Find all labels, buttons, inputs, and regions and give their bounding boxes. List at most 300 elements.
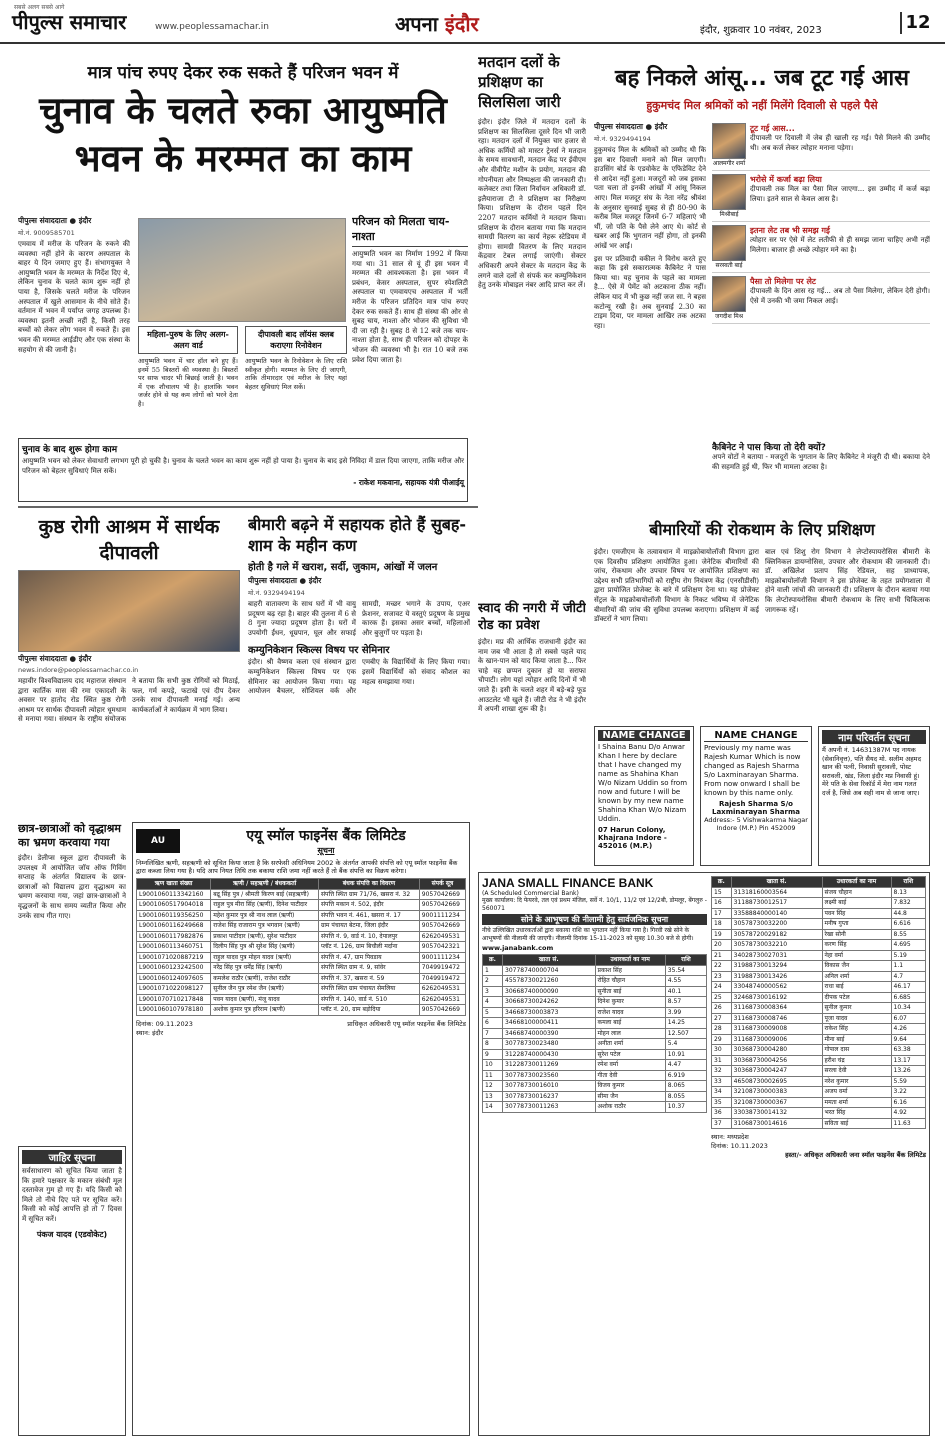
table-row [712, 1003, 926, 1014]
table-cell: नरेंद्र सिंह पुत्र धर्मेंद्र सिंह (ऋणी) [211, 963, 319, 974]
table-cell: 24 [712, 982, 732, 993]
leprosy-headline: कुष्ठ रोगी आश्रम में सार्थक दीपावली [38, 516, 220, 564]
table-cell: पूजा यादव [822, 1013, 891, 1024]
table-cell: करण सिंह [822, 940, 891, 951]
table-cell: प्रकाश सिंह [595, 965, 665, 976]
training-story [478, 52, 586, 632]
person-photo [712, 174, 746, 210]
illness-headline: बीमारी बढ़ने में सहायक होते हैं सुबह-शाम के महीन कण [248, 515, 467, 555]
table-cell: अशोक राठौर [595, 1102, 665, 1113]
table-cell: सुनील कुमार [822, 1003, 891, 1014]
disease-story: बीमारियों की रोकथाम के लिए प्रशिक्षण इंदौर। एमजीएम के तत्वावधान में माइक्रोबायोलॉजी विभाग द्वारा एक दिवसीय प्रशिक्षण आयोजित हुआ। जेनेटिक बीमारियों की जांच, रोकथाम और उपचार विषय पर आयोजित प्रशिक्षण का उद्देश्य सभी प्रतिभागियों को राष्ट्रीय रोग नियंत्रण केंद्र (एनसीडीसी) द्वारा प्रायोजित प्रोजेक्ट के बारे में प्रशिक्षण देना था। यह प्रोजेक्ट सेंट्रल के माइक्रोबायोलॉजी विभाग के निकट भविष्य में जेनेटिक बीमारियों की जांच की सुविधा उपलब्ध कराएगा। प्रशिक्षण में कई डॉक्टरों ने भाग लिया। बाल एवं शिशु रोग विभाग ने लेप्टोस्पायरोसिस बीमारी के क्लिनिकल डायग्नोसिस, उपचार और रोकथाम की जानकारी दी। डॉ. अखिलेश प्रताप सिंह रेडियल, सह प्राध्यापक, माइक्रोबायोलॉजी विभाग ने इस प्रोजेक्ट के तहत प्रयोगशाला में होने वाली जांचों की जानकारी दी। प्रशिक्षण के दौरान बताया गया कि लेप्टोस्पायरोसिस बीमारी रोकथाम के लिए सभी चिकित्सक जागरूक रहें। [594, 520, 930, 624]
table-cell: 33 [712, 1076, 732, 1087]
tears-sidebar [712, 120, 930, 440]
table-cell: 3.22 [891, 1087, 926, 1098]
person-photo [712, 225, 746, 261]
table-row [137, 984, 466, 995]
table-cell: 32108730000383 [731, 1087, 822, 1098]
table-cell: 6.685 [891, 992, 926, 1003]
table-cell: 30368730004256 [731, 1055, 822, 1066]
table-row [712, 1045, 926, 1056]
table-cell: 36 [712, 1108, 732, 1119]
table-cell: प्रकाश पाटीदार (ऋणी), सुरेश पाटीदार [211, 931, 319, 942]
table-cell: 30 [712, 1045, 732, 1056]
table-cell: कमला बाई [595, 1018, 665, 1029]
name-change-notice-2: NAME CHANGE Previously my name was Rajesh Kumar Which is now changed as Rajesh Sharma S/o Laxminarayan Sharma. From now onward I shall be known by this name only. Rajesh Sharma S/o Laxminarayan Sharma Address:- 5 Vishwakarma Nagar Indore (M.P.) Pin 452009 [700, 726, 812, 866]
tears-quote-1: आलमगीर शर्मा टूट गई आस... दीपावली पर दिवाली में जेब ही खाली रह गई। पैसे मिलने की उम्मीद थी। अब कर्ज लेकर त्योहार मनाना पड़ेगा। [712, 120, 930, 171]
table-cell: 31 [712, 1055, 732, 1066]
table-cell: L9001060113342160 [137, 889, 211, 900]
tears-body-column: पीपुल्स संवाददाता ● इंदौर मो.नं. 9329494194 हुकुमचंद मिल के श्रमिकों को उम्मीद थी कि इस बार दिवाली मनाने को मिल जाएगी। हाउसिंग बोर्ड के एडवोकेट के एफिडेविट देने से आदेश नहीं हुआ। मजदूरों को जब इसका पता चला तो इनकी आंखों में आंसू निकल आए। मिल मजदूर संघ के नेता नरेंद्र श्रीवंश के अनुसार सुनवाई सुबह से ही 80-90 के करीब मिल मजदूर जिनमें 6-7 महिलाएं भी थीं, जो पति के पैसे लेने आए थे। कोर्ट से खबर आई कि भुगतान नहीं होगा, तो इनकी आंखें भर आईं। इस पर प्रतिवादी वकील ने विरोध करते हुए कहा कि इसे सकारात्मक कैबिनेट ने पास किया था। यह चुनाव के पहले का मामला है... ऐसे में पेमेंट को अटकाना ठीक नहीं। लेकिन याद में भी कुछ नहीं जज सा. ने बहस कटोन्यू रखी है। अब सुनवाई 2.30 का टाइम दिया, पर मामला आखिर तक अटका रहा। [594, 122, 706, 330]
jana-bank-notice: JANA SMALL FINANCE BANK (A Scheduled Commercial Bank) मुख्य कार्यालय: दि फेयरवे, तल एवं प्रथम मंजिल, सर्वे नं. 10/1, 11/2 एवं 12/2बी, डोमलूर, बेंगलुरु - 560071 सोने के आभूषण की नीलामी हेतु सार्वजनिक सूचना नीचे उल्लिखित उधारकर्ताओं द्वारा बकाया राशि का भुगतान नहीं किया गया है। गिरवी रखे सोने के आभूषणों की नीलामी की जाएगी। नीलामी दिनांक 15-11-2023 को सुबह 10.30 बजे से होगी। www.janabank.com क्र. खाता सं. उधारकर्ता का नाम राशि 1 30778740000704 प्रकाश सिंह 35.54 2 45578730021260 रोहित चौहान 4.55 3 30668740000090 सुनीता बाई 40.1 4 30668730024262 दिनेश कुमार 8.57 5 34668730003873 राजेश यादव 3.99 6 34668100000411 कमला बाई 14.25 7 34668740000390 मोहन लाल 12.507 8 30778730023480 अनीता शर्मा 5.4 9 31228740000430 सुरेश पटेल 10.91 10 31228730011269 रमेश वर्मा 4.47 11 30778730023560 गीता देवी 6.919 12 30778730016010 विजय कुमार 8.065 13 30778730016237 सीमा जैन 8.055 14 30778730011263 अशोक राठौर 10.37 क्र. खाता सं. उधारकर्ता का नाम राशि 15 31318160003564 संजय चौहान 8.13 16 31188730012517 लक्ष्मी बाई 7.832 17 33588840000140 पवन सिंह 44.8 18 30578730032200 मनीष गुप्ता 6.616 19 30578720029182 रेखा सोनी 8.55 20 30578730032210 करण सिंह 4.695 21 34028730027031 नेहा वर्मा 5.19 22 31988730013294 विकास जैन 1.1 23 31988730013426 अनिल शर्मा 4.7 24 33048740000562 राधा बाई 46.17 25 32468730016192 दीपक पटेल 6.685 26 31168730008364 सुनील कुमार 10.34 27 31168730008746 पूजा यादव 6.07 28 31168730009008 राकेश सिंह 4.26 29 31168730009006 मीना बाई 9.64 30 30368730004280 गोपाल दास 63.38 31 30368730004256 हरीश चंद्र 13.17 32 30368730004247 सरला देवी 13.26 33 46508730002695 नरेश कुमार 5.59 34 32108730000383 अजय वर्मा 3.22 35 32108730000367 ममता शर्मा 6.16 36 33038730014132 भरत सिंह 4.92 37 31068730014616 सविता बाई 11.63 स्थान: मध्यप्रदेश दिनांक: 10.11.2023 हस्ता/- अधिकृत अधिकारी जना स्मॉल फाइनेंस बैंक लिमिटेड [478, 872, 930, 1436]
table-cell: गोपाल दास [822, 1045, 891, 1056]
table-cell: 6 [483, 1018, 503, 1029]
table-cell: 33038730014132 [731, 1108, 822, 1119]
table-row [483, 1007, 707, 1018]
table-cell: 1.1 [891, 961, 926, 972]
table-row [483, 986, 707, 997]
table-cell: 30778730016237 [503, 1091, 596, 1102]
table-cell: 32 [712, 1066, 732, 1077]
tears-headline-block [594, 52, 930, 116]
table-cell: 6.616 [891, 919, 926, 930]
table-cell: 13.26 [891, 1066, 926, 1077]
lead-body-column [18, 214, 130, 436]
table-cell: 31988730013426 [731, 971, 822, 982]
table-cell: मनीष गुप्ता [822, 919, 891, 930]
table-cell: गीता देवी [595, 1070, 665, 1081]
table-cell: संपत्ति भवन नं. 461, खसरा नं. 17 [318, 910, 419, 921]
tears-quote-3: सरस्वती बाई इतना लेट तब भी समझ गई त्योहार सर पर ऐसे में लेट लतीफी से ही समझ जाना चाहिए अभी नहीं मिलेगा। बाजार ही अच्छे त्योहार मने का है। [712, 222, 930, 273]
table-cell: 4.47 [665, 1060, 706, 1071]
table-row [137, 931, 466, 942]
table-cell: संपत्ति नं. 47, ग्राम पिवडाय [318, 952, 419, 963]
table-cell: कमलेश राठौर (ऋणी), राजेश राठौर [211, 973, 319, 984]
table-row [712, 940, 926, 951]
leprosy-photo [18, 570, 240, 652]
table-cell: 5.59 [891, 1076, 926, 1087]
table-cell: 12 [483, 1081, 503, 1092]
table-header-cell: क्र. [712, 877, 732, 888]
table-cell: 8.065 [665, 1081, 706, 1092]
table-cell: 9 [483, 1049, 503, 1060]
table-cell: 8.13 [891, 887, 926, 898]
table-row [712, 1087, 926, 1098]
table-cell: विकास जैन [822, 961, 891, 972]
table-row [712, 919, 926, 930]
table-cell: 6.07 [891, 1013, 926, 1024]
table-cell: संपत्ति नं. 37, खसरा नं. 59 [318, 973, 419, 984]
table-cell: 3 [483, 986, 503, 997]
table-row [137, 910, 466, 921]
lead-caption-2: दीपावली बाद लॉयंस क्लब कराएगा रिनोवेशन आयुष्मति भवन के रिनोवेशन के लिए राशि स्वीकृत होगी। मरम्मत के लिए दी जाएगी, ताकि तीमारदार एवं मरीज के लिए यहां बेहतर सुविधाएं मिल सकें। [245, 326, 347, 436]
table-row [137, 921, 466, 932]
name-change-notice-3: नाम परिवर्तन सूचना मैं अपनी नं. 14631387M पद नायक (सेवानिवृत्त), पति सैयद मो. सलीम अहमद खान की पत्नी, निवासी सुरावली, पोस्ट सरावली, खंड, जिला इंदौर मप्र निवासी हूं। मेरे पति के सेवा रिकॉर्ड में मेरा नाम गलत दर्ज है, जिसे अब सही नाम से जाना जाए। [818, 726, 930, 866]
table-cell: 34 [712, 1087, 732, 1098]
name-change-notice-1: NAME CHANGE I Shaina Banu D/o Anwar Khan I here by declare that I have changed my name as Shahina Khan W/o Nizam Uddin so from now and future I will be known by my new name Shahina Khan W/o Nizam Uddin. 07 Harun Colony, Khajrana Indore - 452016 (M.P.) [594, 726, 694, 866]
table-cell: 6262049531 [419, 984, 465, 995]
table-row [483, 1070, 707, 1081]
table-cell: अशोक कुमार पुत्र हरिराम (ऋणी) [211, 1005, 319, 1016]
table-row [712, 1034, 926, 1045]
table-cell: दिनेश कुमार [595, 997, 665, 1008]
gtroad-headline: स्वाद की नगरी में जीटी रोड का प्रवेश [478, 601, 586, 633]
table-cell: 16 [712, 898, 732, 909]
table-cell: 9057042669 [419, 889, 465, 900]
table-header-cell: उधारकर्ता का नाम [595, 955, 665, 966]
table-cell: 34668730003873 [503, 1007, 596, 1018]
table-cell: संजय चौहान [822, 887, 891, 898]
table-row [483, 1091, 707, 1102]
table-row [137, 1005, 466, 1016]
table-cell: संपत्ति स्थित ग्राम 71/76, खसरा नं. 32 [318, 889, 419, 900]
table-cell: महेश कुमार पुत्र श्री नाथ लाल (ऋणी) [211, 910, 319, 921]
table-cell: 44.8 [891, 908, 926, 919]
au-bank-notice: AU एयू स्मॉल फाइनेंस बैंक लिमिटेड सूचना निम्नलिखित ऋणी, सहऋणी को सूचित किया जाता है कि सरफेसी अधिनियम 2002 के अंतर्गत आपकी संपत्ति को एयू स्मॉल फाइनेंस बैंक द्वारा कब्जा लिया गया है। यदि आप नियत तिथि तक बकाया राशि जमा नहीं करते हैं तो बैंक संपत्ति का विक्रय करेगा। ऋण खाता संख्या ऋणी / सहऋणी / बंधककर्ता बंधक संपत्ति का विवरण संपर्क सूत्र L9001060113342160 बद्रू सिंह पुत्र / श्रीमती किरण बाई (सहऋणी) संपत्ति स्थित ग्राम 71/76, खसरा नं. 32 9057042669 L9001060517904018 राहुल पुत्र मीरा सिंह (ऋणी), दिनेश पाटीदार संपत्ति मकान नं. 502, इंदौर 9057042669 L9001060119356250 महेश कुमार पुत्र श्री नाथ लाल (ऋणी) संपत्ति भवन नं. 461, खसरा नं. 17 9001111234 L9001060116249668 राजेश सिंह राजाराम पुत्र भगवान (ऋणी) ग्राम पंचायत बेटमा, जिला इंदौर 9057042669 L9001060117982876 प्रकाश पाटीदार (ऋणी), सुरेश पाटीदार संपत्ति नं. 9, वार्ड नं. 10, देपालपुर 6262049531 L9001060113460751 दिलीप सिंह पुत्र श्री सुरेश सिंह (ऋणी) प्लॉट नं. 126, ग्राम बिचौली मर्दाना 9057042321 L9001071020887219 राहुल यादव पुत्र मोहन यादव (ऋणी) संपत्ति नं. 47, ग्राम पिवडाय 9001111234 L9001060123242500 नरेंद्र सिंह पुत्र धर्मेंद्र सिंह (ऋणी) संपत्ति स्थित ग्राम नं. 9, सांवेर 7049919472 L9001060124097605 कमलेश राठौर (ऋणी), राजेश राठौर संपत्ति नं. 37, खसरा नं. 59 7049919472 L9001071022098127 सुनील जैन पुत्र रमेश जैन (ऋणी) संपत्ति स्थित ग्राम पंचायत सेमलिया 6262049531 L9001070710217848 पवन यादव (ऋणी), मंजू यादव संपत्ति नं. 140, वार्ड नं. 510 6262049531 L9001060107978180 अशोक कुमार पुत्र हरिराम (ऋणी) प्लॉट नं. 20, ग्राम बड़ोदिया 9057042669 दिनांक: 09.11.2023 स्थान: इंदौर प्राधिकृत अधिकारी एयू स्मॉल फाइनेंस बैंक लिमिटेड [132, 822, 470, 1436]
table-cell: L9001060116249668 [137, 921, 211, 932]
table-row [712, 950, 926, 961]
illness-subhead: होती है गले में खराश, सर्दी, जुकाम, आंखों में जलन [248, 562, 438, 573]
table-cell: 4.7 [891, 971, 926, 982]
table-cell: 7 [483, 1028, 503, 1039]
table-cell: 7049919472 [419, 963, 465, 974]
leprosy-story: कुष्ठ रोगी आश्रम में सार्थक दीपावली पीपुल्स संवाददाता ● इंदौर news.indore@peoplessamachar.co.in महावीर विश्वविद्यालय दाद महाराज संस्थान द्वारा कार्तिक मास की रमा एकादशी के अवसर पर हातोद रोड स्थित कुष्ठ रोगी आश्रम पर सार्थक दीपावली त्योहार धूमधाम से मनाया गया। संस्थान के राष्ट्रीय संयोजक ने बताया कि सभी कुष्ठ रोगियों को मिठाई, फल, गर्म कपड़े, फटाखे एवं दीप देकर उनके साथ दीपावली मनाई गई। अन्य कार्यकर्ताओं ने कार्यक्रम में भाग लिया। [18, 516, 240, 724]
table-row [712, 1055, 926, 1066]
table-cell: 6262049531 [419, 931, 465, 942]
students-story: छात्र-छात्राओं को वृद्धाश्रम का भ्रमण करवाया गया इंदौर। डेलीप्स स्कूल द्वारा दीपावली के उपलक्ष्य में आयोजित जॉय ऑफ गिविंग सप्ताह के अंतर्गत विद्यालय के छात्र-छात्राओं को विद्यालय द्वारा वृद्धाश्रम का भ्रमण करवाया गया, जहां छात्र-छात्राओं ने वृद्धजनों के साथ समय व्यतीत किया और उनके साथ गीत गाए। [18, 822, 126, 920]
table-header-cell: बंधक संपत्ति का विवरण [318, 879, 419, 890]
table-header-cell: राशि [665, 955, 706, 966]
logo-tagline: सबसे अलग सबसे आगे [14, 4, 65, 11]
section-title: अपना इंदौर [395, 12, 479, 36]
table-cell: L9001060117982876 [137, 931, 211, 942]
table-cell: 9057042669 [419, 1005, 465, 1016]
table-cell: 31228740000430 [503, 1049, 596, 1060]
table-cell: 30368730004280 [731, 1045, 822, 1056]
dateline: इंदौर, शुक्रवार 10 नवंबर, 2023 [700, 25, 822, 36]
person-photo [712, 123, 746, 159]
table-cell: 9057042321 [419, 942, 465, 953]
lead-body: एमवाय में मरीज के परिजन के रुकने की व्यवस्था नहीं होने के कारण अस्पताल के बाहर ये दिन जमाए हुए हैं। संभागयुक्त ने आयुष्मति भवन के मरम्मत के निर्देश दिए थे, लेकिन चुनाव के चलते काम शुरू नहीं हो पाया है, जिसके चलते मरीज के परिजन अस्पताल में खुले आसमान के नीचे सोते हैं। वर्तमान में भवन में पर्याप्त जगह उपलब्ध है। व्यवस्था इतनी अच्छी नहीं है, किसी तरह बच्चों को लेकर लोग भवन में रुकते हैं। इस भवन की मरम्मत आईडीए और एक संस्था के सहयोग से की जानी है। [18, 240, 130, 354]
table-cell: 14 [483, 1102, 503, 1113]
table-cell: सीमा जैन [595, 1091, 665, 1102]
table-cell: 2 [483, 976, 503, 987]
table-cell: 30778730023480 [503, 1039, 596, 1050]
table-row [483, 1081, 707, 1092]
table-cell: संपत्ति नं. 9, वार्ड नं. 10, देपालपुर [318, 931, 419, 942]
table-cell: L9001060113460751 [137, 942, 211, 953]
table-header-cell: ऋण खाता संख्या [137, 879, 211, 890]
table-cell: 5 [483, 1007, 503, 1018]
table-row [483, 1039, 707, 1050]
table-cell: संपत्ति मकान नं. 502, इंदौर [318, 900, 419, 911]
table-cell: 35.54 [665, 965, 706, 976]
lead-sidebar: परिजन को मिलता चाय-नाश्ता आयुष्मति भवन का निर्माण 1992 में किया गया था। 31 साल से यूं ही इस भवन में मरम्मत की आवश्यकता है। इस भवन में प्रबंधन, केसर अस्पताल, सुपर स्पेशलिटी अस्पताल या एमवायएच अस्पताल में भर्ती मरीज के परिजन प्रतिदिन मात्र पांच रुपए देकर रुक सकते हैं। साथ ही संस्था की ओर से सुबह चाय, नाश्ता और भोजन की सुविधा भी दी जा रही है। सुबह 8 से 12 बजे तक चाय-नाश्ता होता है, साथ ही परिजन को दोपहर के भोजन की व्यवस्था भी है। रात 10 बजे तक प्रवेश दिया जाता है। [352, 215, 468, 364]
table-row [483, 1049, 707, 1060]
lead-caption-1: महिला-पुरुष के लिए अलग-अलग वार्ड आयुष्मति भवन में चार हॉल बने हुए हैं। इनमें 55 बिस्तरों की व्यवस्था है। बिस्तरों पर साफ चादर भी बिछाई जाती है। भवन में एक शौचालय भी है। हालांकि भवन जर्जर होने से यह कम लोगों को भरने देता है। [138, 326, 238, 436]
table-cell: 13 [483, 1091, 503, 1102]
lead-kicker: मात्र पांच रुपए देकर रुक सकते हैं परिजन भवन में [87, 63, 399, 83]
table-header-cell: खाता सं. [503, 955, 596, 966]
table-cell: 31988730013294 [731, 961, 822, 972]
table-cell: 10.91 [665, 1049, 706, 1060]
table-cell: 45578730021260 [503, 976, 596, 987]
table-row [137, 952, 466, 963]
students-headline: छात्र-छात्राओं को वृद्धाश्रम का भ्रमण करवाया गया [18, 822, 121, 849]
person-photo [712, 276, 746, 312]
table-cell: 31168730009006 [731, 1034, 822, 1045]
table-cell: बद्रू सिंह पुत्र / श्रीमती किरण बाई (सहऋणी) [211, 889, 319, 900]
table-cell: 34668740000390 [503, 1028, 596, 1039]
newspaper-logo: पीपुल्स समाचार [12, 10, 127, 34]
table-row [137, 963, 466, 974]
table-cell: राकेश सिंह [822, 1024, 891, 1035]
table-cell: राजेश यादव [595, 1007, 665, 1018]
table-cell: 63.38 [891, 1045, 926, 1056]
table-cell: 30778730016010 [503, 1081, 596, 1092]
table-cell: 31318160003564 [731, 887, 822, 898]
table-header-cell: संपर्क सूत्र [419, 879, 465, 890]
table-header-cell: राशि [891, 877, 926, 888]
table-row [712, 1076, 926, 1087]
table-cell: 6262049531 [419, 994, 465, 1005]
table-row [712, 1097, 926, 1108]
table-cell: पवन यादव (ऋणी), मंजू यादव [211, 994, 319, 1005]
table-cell: 10.34 [891, 1003, 926, 1014]
lead-byline: पीपुल्स संवाददाता ● इंदौर [18, 216, 92, 225]
table-row [483, 997, 707, 1008]
table-row [712, 908, 926, 919]
table-cell: 15 [712, 887, 732, 898]
table-cell: 34028730027031 [731, 950, 822, 961]
table-cell: अनिल शर्मा [822, 971, 891, 982]
table-cell: 12.507 [665, 1028, 706, 1039]
table-row [712, 898, 926, 909]
table-cell: 31228730011269 [503, 1060, 596, 1071]
table-row [483, 1028, 707, 1039]
table-cell: 9057042669 [419, 921, 465, 932]
table-cell: प्लॉट नं. 126, ग्राम बिचौली मर्दाना [318, 942, 419, 953]
table-row [712, 982, 926, 993]
table-cell: 30578730032200 [731, 919, 822, 930]
table-cell: 4.695 [891, 940, 926, 951]
training-body: इंदौर। इंदौर जिले में मतदान दलों के प्रशिक्षण का सिलसिला दूसरे दिन भी जारी रहा। मतदान दलों में नियुक्त चार हजार से अधिक कर्मियों को मास्टर ट्रेनर्स ने मतदान के समय सावधानी, मतदान केंद्र पर ईवीएम और वीवीपैट मशीन के प्रयोग, मतदान की गोपनीयता और निष्पक्षता की जानकारी दी। कलेक्टर तथा जिला निर्वाचन अधिकारी डॉ. इलैयाराजा टी ने प्रशिक्षण का निरीक्षण किया। प्रशिक्षण के दौरान पहले दिन 2207 मतदान कर्मियों ने मतदान किया। प्रशिक्षण के दौरान बताया गया कि मतदान सामग्री वितरण का कार्य नेहरू स्टेडियम में होगा। सामग्री वितरण के लिए मतदान केंद्रवार टेबल लगाई जाएंगी। सेक्टर अधिकारी अपने सेक्टर के मतदान केंद्र के लगने वाले दलों से संपर्क कर कम्युनिकेशन हेतु उनके मोबाइल नंबर आदि प्राप्त कर लें। [478, 118, 586, 290]
table-cell: संपत्ति स्थित ग्राम पंचायत सेमलिया [318, 984, 419, 995]
table-cell: 11 [483, 1070, 503, 1081]
gtroad-story: स्वाद की नगरी में जीटी रोड का प्रवेश इंदौर। मप्र की आर्थिक राजधानी इंदौर का नाम जब भी आता है तो सबसे पहले याद के खान-पान को याद किया जाता है... फिर चाहे वह छप्पन दुकान हो या सराफा चौपाटी। लोग यहां त्योहार आदि दिनों में भी जाते हैं। इसी के चलते शहर में बड़े-बड़े फूड आउटलेट भी खुले हैं। जीटी रोड ने भी इंदौर में अपनी शाखा शुरू की है। [478, 601, 586, 714]
table-cell: 30368730004247 [731, 1066, 822, 1077]
table-cell: मीना बाई [822, 1034, 891, 1045]
table-cell: 30578720029182 [731, 929, 822, 940]
table-cell: 27 [712, 1013, 732, 1024]
lead-headline-block [18, 52, 468, 212]
table-cell: संपत्ति स्थित ग्राम नं. 9, सांवेर [318, 963, 419, 974]
table-cell: L9001060123242500 [137, 963, 211, 974]
table-cell: 32468730016192 [731, 992, 822, 1003]
tears-question-box: कैबिनेट ने पास किया तो देरी क्यों? अपने वोटों ने बताया - मजदूरों के भुगतान के लिए कैबिनेट ने मंजूरी दी थी। बकाया देने की सहमति हुई थी, फिर भी मामला अटका है। [712, 443, 930, 471]
table-cell: 31168730008746 [731, 1013, 822, 1024]
table-row [483, 976, 707, 987]
table-row [712, 1024, 926, 1035]
table-cell: 37 [712, 1118, 732, 1129]
table-cell: नरेश कुमार [822, 1076, 891, 1087]
tears-quote-2: मिश्रीबाई भरोसे में कर्जा बढ़ा लिया दीपावली तक मिल का पैसा मिल जाएगा... इस उम्मीद में कर्ज बढ़ा लिया। इतने साल से केवल आस है। [712, 171, 930, 222]
table-cell: रोहित चौहान [595, 976, 665, 987]
table-cell: 9001111234 [419, 910, 465, 921]
table-cell: हरीश चंद्र [822, 1055, 891, 1066]
table-cell: 8.055 [665, 1091, 706, 1102]
table-row [712, 1108, 926, 1119]
lead-mobile: मो.नं. 9009585701 [18, 229, 75, 237]
table-cell: 26 [712, 1003, 732, 1014]
table-cell: 8 [483, 1039, 503, 1050]
table-cell: 29 [712, 1034, 732, 1045]
table-cell: 4.55 [665, 976, 706, 987]
table-cell: 33588840000140 [731, 908, 822, 919]
table-cell: 30778730011263 [503, 1102, 596, 1113]
table-cell: लक्ष्मी बाई [822, 898, 891, 909]
table-cell: L9001060107978180 [137, 1005, 211, 1016]
table-row [712, 992, 926, 1003]
table-cell: विजय कुमार [595, 1081, 665, 1092]
table-cell: 25 [712, 992, 732, 1003]
table-cell: रमेश वर्मा [595, 1060, 665, 1071]
website-url: www.peoplessamachar.in [155, 22, 269, 32]
table-cell: 19 [712, 929, 732, 940]
table-cell: 20 [712, 940, 732, 951]
table-cell: 23 [712, 971, 732, 982]
table-cell: L9001060119356250 [137, 910, 211, 921]
table-row [483, 1018, 707, 1029]
table-row [137, 889, 466, 900]
table-row [137, 900, 466, 911]
masthead [0, 0, 945, 44]
table-row [483, 1060, 707, 1071]
table-cell: 31168730008364 [731, 1003, 822, 1014]
table-cell: 46.17 [891, 982, 926, 993]
table-cell: 18 [712, 919, 732, 930]
table-row [137, 994, 466, 1005]
table-cell: राहुल यादव पुत्र मोहन यादव (ऋणी) [211, 952, 319, 963]
table-cell: 30668730024262 [503, 997, 596, 1008]
table-cell: 8.57 [665, 997, 706, 1008]
table-cell: 40.1 [665, 986, 706, 997]
table-cell: 9.64 [891, 1034, 926, 1045]
table-cell: 30578730032210 [731, 940, 822, 951]
tears-subhead: हुकुमचंद मिल श्रमिकों को नहीं मिलेंगे दिवाली से पहले पैसे [646, 99, 878, 112]
table-header-cell: खाता सं. [731, 877, 822, 888]
tears-quote-4: जगदीश मिश्र पैसा तो मिलेगा पर लेट दीपावली के दिन आस रह गई... अब तो पैसा मिलेगा, लेकिन देरी होगी। ऐसे में उनकी भी जमा निकल आई। [712, 273, 930, 324]
au-bank-table [136, 878, 466, 1016]
table-row [712, 1118, 926, 1129]
table-row [137, 942, 466, 953]
table-cell: सविता बाई [822, 1118, 891, 1129]
table-cell: 31068730014616 [731, 1118, 822, 1129]
table-cell: सुनील जैन पुत्र रमेश जैन (ऋणी) [211, 984, 319, 995]
table-row [712, 887, 926, 898]
table-cell: 31168730009008 [731, 1024, 822, 1035]
table-cell: दीपक पटेल [822, 992, 891, 1003]
table-cell: 46508730002695 [731, 1076, 822, 1087]
table-row [712, 1066, 926, 1077]
table-cell: राधा बाई [822, 982, 891, 993]
table-header-cell: ऋणी / सहऋणी / बंधककर्ता [211, 879, 319, 890]
lead-note-box: चुनाव के बाद शुरू होगा काम आयुष्मति भवन को लेकर सेवाधारी लगभग पूरी हो चुकी है। चुनाव के चलते भवन का काम शुरू नहीं हो पाया है। चुनाव के बाद इसे निविदा में डाल दिया जाएगा, ताकि मरीज और परिजन को बेहतर सुविधाएं मिल सकें। - राकेश मकवाना, सहायक यंत्री पीआईयू [18, 438, 468, 502]
table-cell: 35 [712, 1097, 732, 1108]
table-cell: 4.26 [891, 1024, 926, 1035]
table-cell: ममता शर्मा [822, 1097, 891, 1108]
table-cell: 21 [712, 950, 732, 961]
training-headline: मतदान दलों के प्रशिक्षण का सिलसिला जारी [478, 53, 561, 111]
table-cell: 31188730012517 [731, 898, 822, 909]
table-cell: 33048740000562 [731, 982, 822, 993]
table-cell: सरला देवी [822, 1066, 891, 1077]
table-cell: 4 [483, 997, 503, 1008]
table-cell: L9001071020887219 [137, 952, 211, 963]
table-cell: ग्राम पंचायत बेटमा, जिला इंदौर [318, 921, 419, 932]
table-cell: 6.16 [891, 1097, 926, 1108]
table-cell: सुरेश पटेल [595, 1049, 665, 1060]
table-cell: 1 [483, 965, 503, 976]
table-cell: राहुल पुत्र मीरा सिंह (ऋणी), दिनेश पाटीदार [211, 900, 319, 911]
table-row [137, 973, 466, 984]
table-cell: 8.55 [891, 929, 926, 940]
disease-headline: बीमारियों की रोकथाम के लिए प्रशिक्षण [649, 520, 875, 539]
table-cell: 9001111234 [419, 952, 465, 963]
table-row [712, 971, 926, 982]
table-cell: 6.919 [665, 1070, 706, 1081]
table-cell: 30778730023560 [503, 1070, 596, 1081]
lead-headline: चुनाव के चलते रुका आयुष्मति भवन के मरम्मत का काम [39, 89, 447, 180]
table-cell: 30778740000704 [503, 965, 596, 976]
table-cell: L9001070710217848 [137, 994, 211, 1005]
table-cell: 17 [712, 908, 732, 919]
table-cell: L9001060517904018 [137, 900, 211, 911]
table-cell: पवन सिंह [822, 908, 891, 919]
table-cell: 9057042669 [419, 900, 465, 911]
table-cell: 34668100000411 [503, 1018, 596, 1029]
table-header-cell: क्र. [483, 955, 503, 966]
table-cell: अजय वर्मा [822, 1087, 891, 1098]
table-cell: 3.99 [665, 1007, 706, 1018]
illness-story: बीमारी बढ़ने में सहायक होते हैं सुबह-शाम के महीन कण होती है गले में खराश, सर्दी, जुकाम, आंखों में जलन पीपुल्स संवाददाता ● इंदौर मो.नं. 9329494194 बाहरी वातावरण के साथ घरों में भी वायु प्रदूषण बढ़ रहा है। बाहर की तुलना में 6 से 8 गुना ज्यादा प्रदूषण होता है। घरों में उपयोगी ईंधन, धूम्रपान, घूल और सफाई सामग्री, मच्छर भगाने के उपाय, एअर फ्रेशनर, सजावट ये वस्तुएं प्रदूषण के प्रमुख कारक हैं। इसका असर बच्चों, महिलाओं और बुजुर्गों पर पड़ता है। कम्युनिकेशन स्किल्स विषय पर सेमिनार इंदौर। श्री वैष्णव कला एवं संस्थान द्वारा कम्युनिकेशन स्किल्स विषय पर एक सेमिनार का आयोजन किया गया। यह आयोजन बैचलर, सोशियल वर्क और एमबीए के विद्यार्थियों के लिए किया गया। इसमें विद्यार्थियों को संवाद कौशल का महत्व समझाया गया। [248, 515, 470, 696]
table-row [483, 1102, 707, 1113]
table-cell: 11.63 [891, 1118, 926, 1129]
table-cell: 22 [712, 961, 732, 972]
table-header-cell: उधारकर्ता का नाम [822, 877, 891, 888]
table-row [483, 965, 707, 976]
table-cell: सुनीता बाई [595, 986, 665, 997]
table-cell: राजेश सिंह राजाराम पुत्र भगवान (ऋणी) [211, 921, 319, 932]
table-cell: मोहन लाल [595, 1028, 665, 1039]
table-row [712, 961, 926, 972]
table-cell: नेहा वर्मा [822, 950, 891, 961]
au-bank-logo: AU [136, 829, 180, 853]
table-cell: रेखा सोनी [822, 929, 891, 940]
table-cell: L9001071022098127 [137, 984, 211, 995]
tears-headline: बह निकले आंसू... जब टूट गई आस [615, 66, 909, 91]
table-cell: दिलीप सिंह पुत्र श्री सुरेश सिंह (ऋणी) [211, 942, 319, 953]
table-cell: 30668740000090 [503, 986, 596, 997]
lead-photo [138, 218, 346, 322]
table-cell: अनीता शर्मा [595, 1039, 665, 1050]
table-cell: प्लॉट नं. 20, ग्राम बड़ोदिया [318, 1005, 419, 1016]
table-cell: 4.92 [891, 1108, 926, 1119]
table-cell: 13.17 [891, 1055, 926, 1066]
table-cell: 28 [712, 1024, 732, 1035]
table-cell: 10.37 [665, 1102, 706, 1113]
table-row [712, 929, 926, 940]
